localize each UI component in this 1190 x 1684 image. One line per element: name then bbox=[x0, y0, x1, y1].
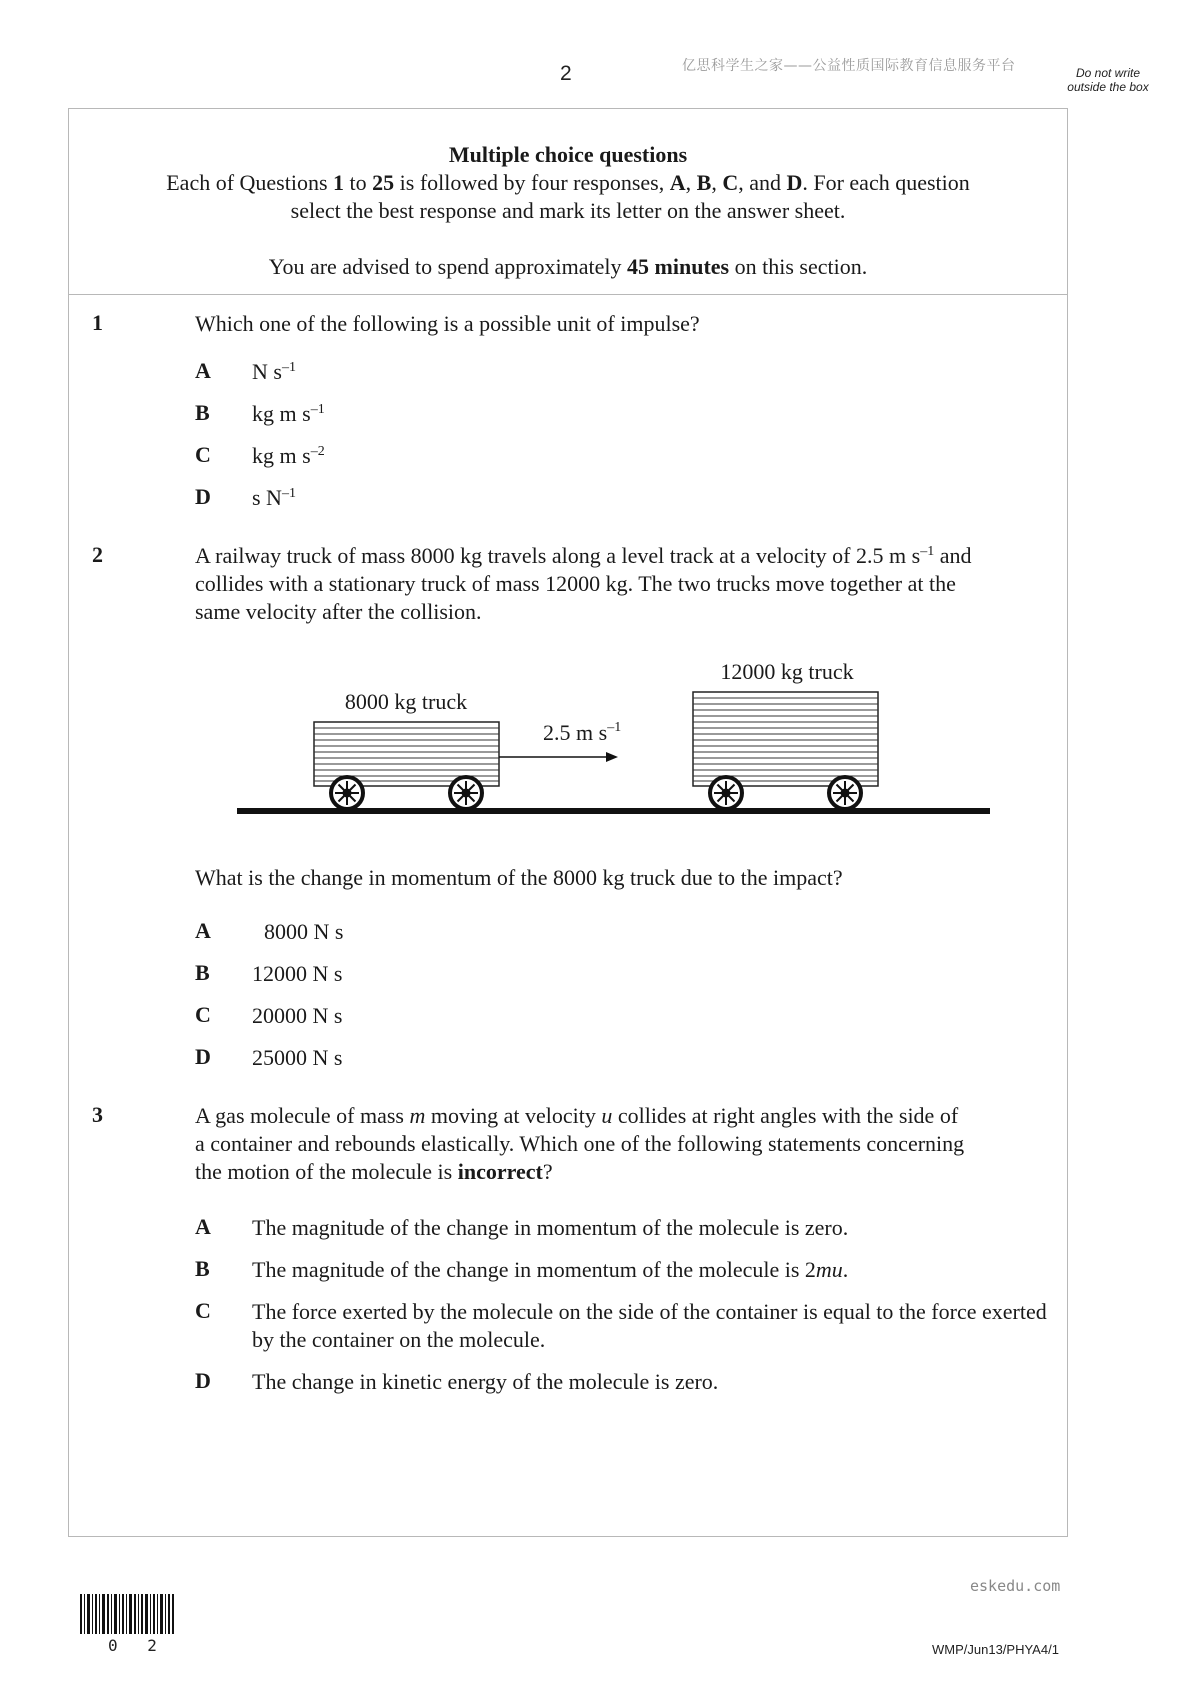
wheel-icon bbox=[331, 777, 363, 809]
footer-site: eskedu.com bbox=[970, 1577, 1061, 1595]
question-3-stem: A gas molecule of mass m moving at velocity u collides at right angles with the side of a container and rebounds elastically. Which one of the following statements concerning the motion of the molecule is incorrect? bbox=[195, 1103, 965, 1184]
question-2-number: 2 bbox=[92, 542, 103, 567]
margin-note: Do not write outside the box bbox=[1067, 66, 1149, 94]
section-instructions-line1: Each of Questions 1 to 25 is followed by four responses, A, B, C, and D. For each question bbox=[166, 170, 970, 195]
q3-option-a-letter: A bbox=[195, 1214, 211, 1239]
section-advice: You are advised to spend approximately 45 minutes on this section. bbox=[268, 254, 868, 279]
q2-option-c-letter: C bbox=[195, 1002, 211, 1027]
q1-option-c-text: kg m $s^{-2}$ bbox=[252, 443, 325, 468]
q2-option-b-text: 12000 N s bbox=[252, 961, 343, 986]
wheel-icon bbox=[829, 777, 861, 809]
question-2-stem: A railway truck of mass 8000 kg travels along a level track at a velocity of 2.5 m $s^{-1}$ and collides with a stationary truck of mass 12000 kg. The two trucks move together at the same velocity after the collision. bbox=[195, 543, 972, 624]
section-divider bbox=[68, 294, 1068, 295]
wheel-icon bbox=[450, 777, 482, 809]
wheel-icon bbox=[710, 777, 742, 809]
q2-option-d-text: 25000 N s bbox=[252, 1045, 343, 1070]
q2-option-a-text: 8000 N s bbox=[264, 919, 344, 944]
velocity-label: 2.5 m $s^{-1}$ bbox=[543, 720, 622, 745]
q1-option-c-letter: C bbox=[195, 442, 211, 467]
barcode-number: 0 2 bbox=[108, 1636, 167, 1655]
watermark-text: 亿思科学生之家——公益性质国际教育信息服务平台 bbox=[682, 58, 1016, 74]
question-1-stem: Which one of the following is a possible unit of impulse? bbox=[195, 311, 700, 336]
q1-option-b-letter: B bbox=[195, 400, 210, 425]
q1-option-d-text: s $N^{-1}$ bbox=[252, 485, 296, 510]
section-title: Multiple choice questions bbox=[448, 142, 688, 167]
q3-option-b-letter: B bbox=[195, 1256, 210, 1281]
velocity-arrow bbox=[499, 752, 618, 762]
q3-option-c-text: The force exerted by the molecule on the side of the container is equal to the force exerted by the container on the molecule. bbox=[252, 1299, 1047, 1352]
truck-8000-label: 8000 kg truck bbox=[344, 689, 468, 714]
q2-option-b-letter: B bbox=[195, 960, 210, 985]
q3-option-d-letter: D bbox=[195, 1368, 211, 1393]
barcode-icon bbox=[80, 1594, 176, 1634]
q2-option-c-text: 20000 N s bbox=[252, 1003, 343, 1028]
q1-option-a-letter: A bbox=[195, 358, 211, 383]
page-number: 2 bbox=[560, 62, 572, 85]
footer-code: WMP/Jun13/PHYA4/1 bbox=[932, 1642, 1059, 1657]
question-1-number: 1 bbox=[92, 310, 103, 335]
q2-option-a-letter: A bbox=[195, 918, 211, 943]
q1-option-b-text: kg m $s^{-1}$ bbox=[252, 401, 325, 426]
section-instructions-line2: select the best response and mark its letter on the answer sheet. bbox=[290, 198, 846, 223]
q3-option-a-text: The magnitude of the change in momentum of the molecule is zero. bbox=[252, 1215, 849, 1240]
q1-option-d-letter: D bbox=[195, 484, 211, 509]
truck-12000-label: 12000 kg truck bbox=[720, 659, 854, 684]
q3-option-b-text: The magnitude of the change in momentum of the molecule is 2mu. bbox=[252, 1257, 849, 1282]
question-2-prompt: What is the change in momentum of the 8000 kg truck due to the impact? bbox=[195, 865, 843, 890]
question-3-number: 3 bbox=[92, 1102, 103, 1127]
q1-option-a-text: N $s^{-1}$ bbox=[252, 359, 296, 384]
q3-option-d-text: The change in kinetic energy of the molecule is zero. bbox=[252, 1369, 719, 1394]
truck-12000-body bbox=[693, 692, 878, 786]
q3-option-c-letter: C bbox=[195, 1298, 211, 1323]
truck-collision-diagram bbox=[230, 650, 1000, 825]
q2-option-d-letter: D bbox=[195, 1044, 211, 1069]
